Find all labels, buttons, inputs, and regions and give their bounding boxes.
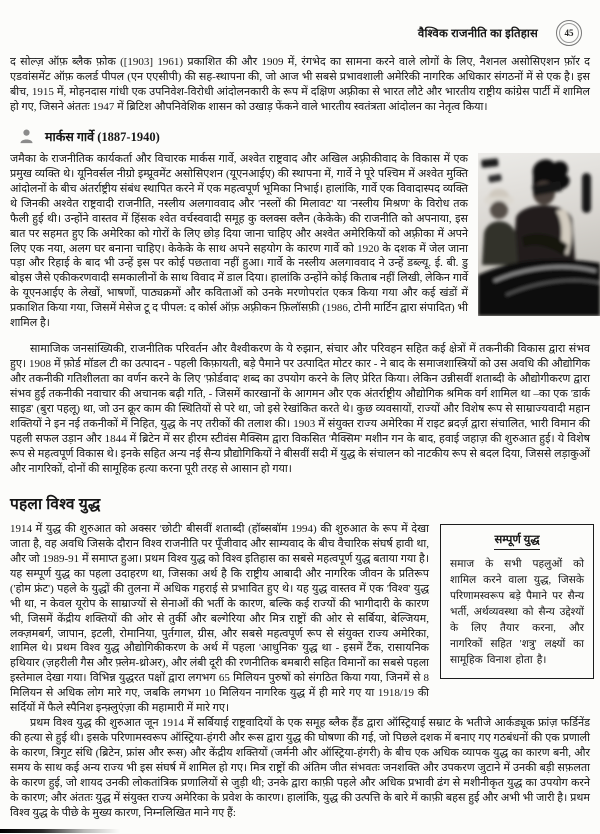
marcus-section — [10, 152, 590, 331]
page-edge-scan-shadow — [0, 829, 120, 833]
ww1-paragraph-1: 1914 में युद्ध की शुरुआत को अक्सर 'छोटी' बीसवीं शताब्दी (हॉब्सबॉम 1994) की शुरुआत के रूप में देखा जाता है, वह अवधि जिसके दौरान विश्व राजनीति पर पूँजीवाद और साम्यवाद के बीच वैचारिक संघर्ष हावी था, और जो 1989-91 में समाप्त हुआ। प्रथम विश्व युद्ध को विश्व इतिहास का सबसे महत्वपूर्ण युद्ध बताया गया है। यह सम्पूर्ण युद्ध का पहला उदाहरण था, जिसका अर्थ है कि राष्ट्रीय आबादी और नागरिक जीवन के प्रतिरूप ('होम फ्रंट') पहले के युद्धों की तुलना में अधिक गहराई से प्रभावित हुए थे। यह युद्ध वास्तव में एक 'विश्व' युद्ध भी था, न केवल यूरोप के साम्राज्यों से सेनाओं की भर्ती के कारण, बल्कि कई राज्यों की भागीदारी के कारण भी, जिसमें केंद्रीय शक्तियों की ओर से तुर्की और बल्गेरिया और मित्र राष्ट्रों की ओर से सर्बिया, बेल्जियम, लक्ज़मबर्ग, जापान, इटली, रोमानिया, पुर्तगाल, ग्रीस, और सबसे महत्वपूर्ण रूप से संयुक्त राज्य अमेरिका, शामिल थे। प्रथम विश्व युद्ध औद्योगिकीकरण के अर्थ में पहला 'आधुनिक' युद्ध था - इसमें टैंक, रासायनिक हथियार (ज़हरीली गैस और फ़्लेम-थ्रोअर), और लंबी दूरी की रणनीतिक बमबारी सहित विमानों का सबसे पहला इस्तेमाल देखा गया। विभिन्न युद्धरत पक्षों द्वारा लगभग 65 मिलियन पुरुषों को संगठित किया गया, जिनमें से 8 मिलियन से अधिक लोग मारे गए, जबकि लगभग 10 मिलियन नागरिक युद्ध में ही मारे गए या 1918/19 की सर्दियों में फैले स्पैनिश इन्फ़्लुएंज़ा की महामारी में मारे गए। — [10, 522, 429, 715]
person-icon — [19, 128, 34, 144]
page-number-badge — [556, 20, 582, 46]
total-war-box-body: समाज के सभी पहलुओं को शामिल करने वाला युद्ध, जिसके परिणामस्वरूप बड़े पैमाने पर सैन्य भर्ती, अर्थव्यवस्था को सैन्य उद्देश्यों के लिए तैयार करना, और नागरिकों सहित 'शत्रु' लक्ष्यों का सामूहिक विनाश होता है। — [450, 558, 584, 667]
marcus-garvey-photo — [478, 153, 600, 316]
page-number: 45 — [559, 23, 579, 43]
technology-paragraph: सामाजिक जनसांख्यिकी, राजनीतिक परिवर्तन और वैश्वीकरण के ये रुझान, संचार और परिवहन सहित कई क्षेत्रों में तकनीकी विकास द्वारा संभव हुए। 1908 में फ़ोर्ड मॉडल टी का उत्पादन - पहली किफ़ायती, बड़े पैमाने पर उत्पादित मोटर कार - ने बाद के समाजशास्त्रियों को उस अवधि की औद्योगिक और तकनीकी गतिशीलता का वर्णन करने के लिए 'फ़ोर्डवाद' शब्द का उपयोग करने के लिए प्रेरित किया। लेकिन उन्नीसवीं शताब्दी के औद्योगीकरण द्वारा संभव हुई तकनीकी नवाचार की अचानक बढ़ी गति, - जिसमें कारखानों के आगमन और एक अंतर्राष्ट्रीय औद्योगिक श्रमिक वर्ग शामिल था –का एक 'डार्क साइड' (बुरा पहलू) था, जो उन क्रूर काम की स्थितियों से परे था, जो इसे रेखांकित करते थे। कुछ व्यवसायों, राज्यों और विशेष रूप से साम्राज्यवादी महान शक्तियों ने इन नई तकनीकों में निहित, युद्ध के नए तरीकों की तलाश की। 1903 में संयुक्त राज्य अमेरिका में राइट ब्रदर्ज़ द्वारा संचालित, भारी विमान की पहली सफल उड़ान और 1844 में ब्रिटेन में सर हीरम स्टीवंस मैक्सिम द्वारा विकसित 'मैक्सिम' मशीन गन के बाद, हवाई जहाज़ की शुरुआत हुई। ये विशेष रूप से महत्वपूर्ण विकास थे। इनके सहित अन्य नई सैन्य प्रौद्योगिकियों ने बीसवीं सदी में युद्ध के संचालन को नाटकीय रूप से बदल दिया, जिससे लड़ाकुओं और नागरिकों, दोनों की सामूहिक हत्या करना पूरी तरह से आसान हो गया। — [10, 343, 590, 475]
marcus-paragraph: जमैका के राजनीतिक कार्यकर्ता और विचारक मार्कस गार्वे, अश्वेत राष्ट्रवाद और अखिल अफ़्रीकीवाद के विकास में एक प्रमुख व्यक्ति थे। यूनिवर्सल नीग्रो इम्प्रूवमेंट असोसिएशन (यूएनआईए) की स्थापना में, गार्वे ने पूरे पश्चिम में अश्वेत मुक्ति आंदोलनों के बीच अंतर्राष्ट्रीय संबंध स्थापित करने में एक महत्वपूर्ण भूमिका निभाई। हालांकि, गार्वे एक विवादास्पद व्यक्ति थे जिनकी अश्वेत राष्ट्रवादी राजनीति, नस्लीय अलगाववाद और 'नस्लों की मिलावट' या 'नस्लीय मिश्रण' के विरोध तक फैली हुई थी। उन्होंने वास्तव में हिंसक श्वेत वर्चस्ववादी समूह कु क्लक्स क्लैन (केकेके) की राजनीति को अपनाया, इस बात पर सहमत हुए कि अमेरिका को गोरों के लिए छोड़ दिया जाना चाहिए और अश्वेत अमेरिकियों को अफ़्रीका में अपने लिए एक नया, अलग घर बनाना चाहिए। केकेके के साथ अपने सहयोग के कारण गार्वे को 1920 के दशक में जेल जाना पड़ा और रिहाई के बाद भी उन्हें इस पर कोई पछतावा नहीं हुआ। गार्वे के नस्लीय अलगाववाद ने उन्हें डब्ल्यू. ई. बी. डु बोइस जैसे एकीकरणवादी समकालीनों के साथ विवाद में डाल दिया। हालांकि उन्होंने कोई किताब नहीं लिखी, लेकिन गार्वे के यूएनआईए के लेखों, भाषणों, पाठ्यक्रमों और कविताओं को उनके मरणोपरांत एकत्र किया गया और कई खंडों में प्रकाशित किया गया, जिसमें मेसेज टू द पीपल: द कोर्स ऑफ़ अफ़्रीकन फ़िलॉसफ़ी (1986, टोनी मार्टिन द्वारा संपादित) भी शामिल है। — [10, 152, 468, 330]
running-title: वैश्विक राजनीति का इतिहास — [417, 27, 538, 40]
total-war-box-title-text: सम्पूर्ण युद्ध — [494, 532, 539, 550]
ww1-section-heading: पहला विश्व युद्ध — [10, 495, 101, 513]
total-war-definition-box — [440, 524, 594, 680]
intro-paragraph: द सोल्ज़ ऑफ़ ब्लैक फ़ोक ([1903] 1961) प्रकाशित की और 1909 में, रंगभेद का सामना करने वाले लोगों के लिए, नैशनल असोसिएशन फ़ॉर द एडवांसमेंट ऑफ़ कलर्ड पीपल (एन एएसीपी) की सह-स्थापना की, जो आज भी सबसे प्रभावशाली अमेरिकी नागरिक अधिकार संगठनों में से एक है। इस बीच, 1915 में, मोहनदास गांधी एक उपनिवेश-विरोधी आंदोलनकारी के रूप में दक्षिण अफ़्रीका से भारत लौटे और भारतीय राष्ट्रीय कांग्रेस पार्टी में शामिल हो गए, जिसने अंततः 1947 में ब्रिटिश औपनिवेशिक शासन को उखाड़ फेंकने वाले भारतीय स्वतंत्रता आंदोलन का नेतृत्व किया। — [10, 56, 590, 113]
marcus-section-heading-row — [10, 128, 590, 145]
ww1-section — [10, 522, 590, 821]
total-war-box-title — [450, 532, 584, 550]
ww1-paragraph-2: प्रथम विश्व युद्ध की शुरुआत जून 1914 में सर्बियाई राष्ट्रवादियों के एक समूह ब्लैक हैंड द्वारा ऑस्ट्रियाई सम्राट के भतीजे आर्कड्यूक फ्रांज़ फर्डिनेंड की हत्या से हुई थी। इसके परिणामस्वरूप ऑस्ट्रिया-हंगरी और रूस द्वारा युद्ध की घोषणा की गई, जो पिछले दशक में बनाए गए गठबंधनों की एक प्रणाली के कारण, त्रिगुट संधि (ब्रिटेन, फ्रांस और रूस) और केंद्रीय शक्तियों (जर्मनी और ऑस्ट्रिया-हंगरी) के बीच एक अधिक व्यापक युद्ध का कारण बनी, और समय के साथ कई अन्य राज्य भी इस संघर्ष में शामिल हो गए। मित्र राष्ट्रों की अंतिम जीत संभवतः जनशक्ति और उपकरण जुटाने में उनकी बड़ी सफ़लता के कारण हुई, जो शायद उनकी लोकतांत्रिक प्रणालियों से जुड़ी थी; उनके द्वारा काफ़ी पहले और अधिक प्रभावी ढंग से मशीनीकृत युद्ध का उपयोग करने के कारण; और अंततः युद्ध में संयुक्त राज्य अमेरिका के प्रवेश के कारण। हालांकि, युद्ध की उत्पत्ति के बारे में काफ़ी बहस हुई और अभी भी जारी है। प्रथम विश्व युद्ध के पीछे के मुख्य कारण, निम्नलिखित माने गए हैं: — [10, 717, 590, 819]
marcus-heading: मार्कस गार्वे (1887-1940) — [45, 129, 160, 144]
page-header — [10, 20, 590, 46]
